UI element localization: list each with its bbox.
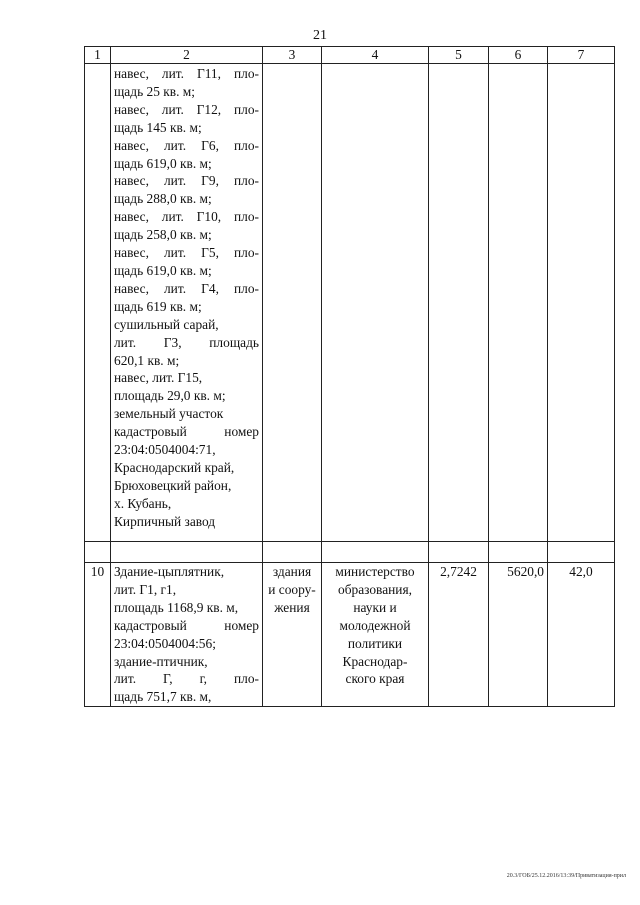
owner-cell xyxy=(322,64,429,542)
col7-cell xyxy=(548,64,615,542)
table-row xyxy=(85,64,615,542)
header-cell: 1 xyxy=(85,47,111,64)
description-line: щадь 258,0 кв. м; xyxy=(114,227,212,243)
owner-line: Краснодар- xyxy=(342,653,408,669)
description-line: кадастровый номер xyxy=(114,424,259,440)
description-line: здание-птичник, xyxy=(114,653,208,669)
description-line: навес, лит. Г4, пло- xyxy=(114,280,259,296)
owner-cell xyxy=(322,563,429,707)
description-line: площадь 29,0 кв. м; xyxy=(114,388,226,404)
description-line: х. Кубань, xyxy=(114,495,172,511)
type-cell xyxy=(263,64,322,542)
owner-line: образования, xyxy=(338,581,412,597)
col6-cell: 5620,0 xyxy=(489,563,548,707)
spacer-row xyxy=(85,542,615,563)
number-cell xyxy=(85,64,111,542)
header-cell: 6 xyxy=(489,47,548,64)
page-number: 21 xyxy=(313,28,327,43)
description-line: сушильный сарай, xyxy=(114,316,219,332)
table-row xyxy=(85,563,615,707)
number-cell: 10 xyxy=(85,563,111,707)
description-line: щадь 619,0 кв. м; xyxy=(114,262,212,278)
description-line: Брюховецкий район, xyxy=(114,477,232,493)
description-line: 23:04:0504004:71, xyxy=(114,442,216,458)
description-line: лит. Г, г, пло- xyxy=(114,671,259,687)
type-line: здания xyxy=(272,564,312,579)
description-line: Краснодарский край, xyxy=(114,459,235,475)
column-number-row xyxy=(85,47,615,64)
header-cell: 7 xyxy=(548,47,615,64)
description-line: навес, лит. Г11, пло- xyxy=(114,66,259,81)
col5-cell: 2,7242 xyxy=(429,563,489,707)
description-line: кадастровый номер xyxy=(114,617,259,633)
description-line: лит. Г3, площадь xyxy=(114,334,259,350)
owner-line: политики xyxy=(347,635,403,651)
description-line: щадь 145 кв. м; xyxy=(114,119,202,135)
owner-line: ского края xyxy=(345,671,405,687)
type-line: жения xyxy=(274,599,310,615)
type-cell xyxy=(263,563,322,707)
description-line: щадь 619,0 кв. м; xyxy=(114,155,212,171)
description-line: площадь 1168,9 кв. м, xyxy=(114,599,239,615)
description-line: навес, лит. Г6, пло- xyxy=(114,137,259,153)
col7-cell: 42,0 xyxy=(548,563,615,707)
type-line: и соору- xyxy=(268,581,316,597)
description-line: щадь 751,7 кв. м, xyxy=(114,689,212,705)
description-line: навес, лит. Г9, пло- xyxy=(114,173,259,189)
description-line: навес, лит. Г5, пло- xyxy=(114,245,259,261)
description-cell xyxy=(111,64,263,542)
header-cell: 3 xyxy=(263,47,322,64)
col5-cell xyxy=(429,64,489,542)
header-cell: 2 xyxy=(111,47,263,64)
header-cell: 4 xyxy=(322,47,429,64)
footer-stamp: 20.3/ГОБ/25.12.2016/13:39/Приватизация-прил xyxy=(506,873,626,879)
description-cell xyxy=(111,563,263,707)
owner-line: министерство xyxy=(335,564,415,579)
property-table xyxy=(84,46,615,707)
description-line: лит. Г1, г1, xyxy=(114,581,177,597)
owner-line: молодежной xyxy=(339,617,411,633)
description-line: щадь 288,0 кв. м; xyxy=(114,191,212,207)
description-line: Здание-цыплятник, xyxy=(114,564,225,579)
description-line: Кирпичный завод xyxy=(114,513,216,529)
description-line: навес, лит. Г12, пло- xyxy=(114,101,259,117)
owner-line: науки и xyxy=(353,599,397,615)
header-cell: 5 xyxy=(429,47,489,64)
description-line: навес, лит. Г15, xyxy=(114,370,203,386)
col6-cell xyxy=(489,64,548,542)
description-line: земельный участок xyxy=(114,406,224,422)
description-line: 23:04:0504004:56; xyxy=(114,635,216,651)
description-line: щадь 619 кв. м; xyxy=(114,298,202,314)
description-line: 620,1 кв. м; xyxy=(114,352,180,368)
description-line: навес, лит. Г10, пло- xyxy=(114,209,259,225)
description-line: щадь 25 кв. м; xyxy=(114,83,195,99)
